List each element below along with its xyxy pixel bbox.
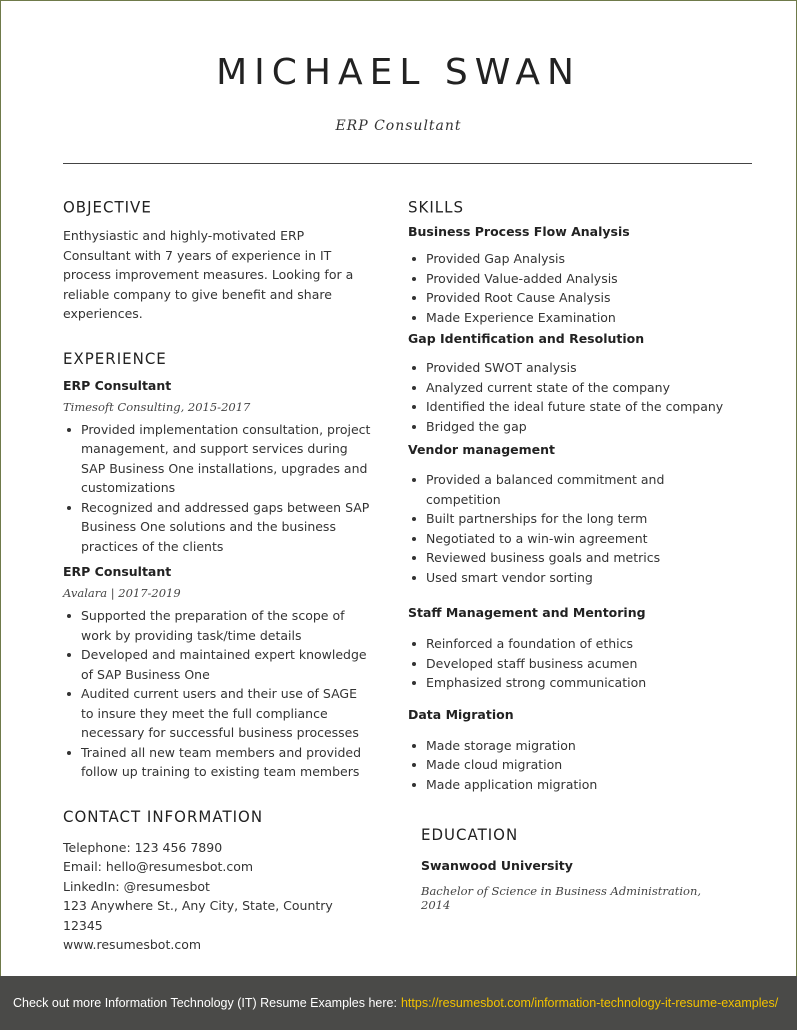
footer-link[interactable]: https://resumesbot.com/information-technology-it-resume-examples/ bbox=[400, 996, 779, 1010]
skill-list bbox=[408, 470, 728, 587]
list-item: Audited current users and their use of SAGE to insure they meet the full compliance necessary for successful business processes bbox=[63, 684, 373, 743]
list-item: Used smart vendor sorting bbox=[408, 568, 728, 588]
job-title: ERP Consultant bbox=[63, 377, 172, 393]
education-degree: Bachelor of Science in Business Administration, 2014 bbox=[421, 884, 702, 912]
contact-email: Email: hello@resumesbot.com bbox=[63, 859, 254, 874]
list-item: Supported the preparation of the scope of work by providing task/time details bbox=[63, 606, 373, 645]
skill-group-title: Staff Management and Mentoring bbox=[408, 605, 646, 620]
skills-section bbox=[408, 198, 728, 794]
right-column bbox=[408, 198, 728, 912]
job-entry bbox=[63, 564, 373, 782]
list-item: Recognized and addressed gaps between SAP Business One solutions and the business practices of the clients bbox=[63, 498, 373, 557]
candidate-role: ERP Consultant bbox=[335, 118, 462, 134]
experience-section bbox=[63, 350, 373, 782]
skill-group bbox=[408, 331, 728, 436]
list-item: Provided Root Cause Analysis bbox=[408, 288, 728, 308]
list-item: Made application migration bbox=[408, 775, 728, 795]
skill-group bbox=[408, 442, 728, 587]
job-entry bbox=[63, 378, 373, 557]
objective-text: Enthysiastic and highly-motivated ERP Consultant with 7 years of experience in IT process improvement measures. Looking for a reliable company to give benefit and share experiences. bbox=[63, 228, 354, 321]
list-item: Developed staff business acumen bbox=[408, 654, 728, 674]
list-item: Provided Gap Analysis bbox=[408, 249, 728, 269]
contact-lines bbox=[63, 838, 373, 955]
list-item: Analyzed current state of the company bbox=[408, 378, 728, 398]
candidate-name: MICHAEL SWAN bbox=[216, 52, 581, 93]
skills-heading: SKILLS bbox=[408, 197, 465, 217]
list-item: Emphasized strong communication bbox=[408, 673, 728, 693]
contact-website: www.resumesbot.com bbox=[63, 937, 202, 952]
skill-group bbox=[408, 224, 728, 327]
skill-group-title: Vendor management bbox=[408, 442, 556, 457]
list-item: Made Experience Examination bbox=[408, 308, 728, 328]
education-heading: EDUCATION bbox=[421, 825, 519, 845]
list-item: Made cloud migration bbox=[408, 755, 728, 775]
skill-group bbox=[408, 707, 728, 795]
list-item: Provided a balanced commitment and competition bbox=[408, 470, 728, 509]
experience-heading: EXPERIENCE bbox=[63, 349, 167, 368]
skill-group-title: Business Process Flow Analysis bbox=[408, 224, 630, 239]
skill-group bbox=[408, 605, 728, 693]
objective-section bbox=[63, 198, 373, 324]
list-item: Built partnerships for the long term bbox=[408, 509, 728, 529]
job-meta: Avalara | 2017-2019 bbox=[63, 586, 181, 600]
list-item: Provided SWOT analysis bbox=[408, 358, 728, 378]
list-item: Provided Value-added Analysis bbox=[408, 269, 728, 289]
education-section bbox=[421, 826, 728, 912]
left-column bbox=[63, 198, 373, 955]
contact-telephone: Telephone: 123 456 7890 bbox=[63, 839, 223, 855]
list-item: Identified the ideal future state of the company bbox=[408, 397, 728, 417]
contact-section bbox=[63, 808, 373, 955]
job-bullets bbox=[63, 420, 373, 557]
list-item: Reinforced a foundation of ethics bbox=[408, 634, 728, 654]
list-item: Made storage migration bbox=[408, 736, 728, 756]
contact-linkedin: LinkedIn: @resumesbot bbox=[63, 878, 210, 894]
contact-heading: CONTACT INFORMATION bbox=[63, 807, 264, 826]
footer-banner bbox=[0, 976, 797, 1030]
education-school: Swanwood University bbox=[421, 858, 573, 873]
skill-list bbox=[408, 634, 728, 693]
header-divider bbox=[63, 163, 752, 164]
contact-address: 123 Anywhere St., Any City, State, Country 12345 bbox=[63, 898, 333, 933]
footer-text: Check out more Information Technology (IT) Resume Examples here: bbox=[13, 996, 397, 1010]
job-meta: Timesoft Consulting, 2015-2017 bbox=[63, 399, 251, 414]
skill-list bbox=[408, 736, 728, 795]
objective-heading: OBJECTIVE bbox=[63, 197, 152, 217]
skill-list bbox=[408, 358, 728, 436]
skill-list bbox=[408, 249, 728, 327]
skill-group-title: Gap Identification and Resolution bbox=[408, 331, 645, 346]
job-bullets bbox=[63, 606, 373, 782]
list-item: Provided implementation consultation, project management, and support services during SAP Business One installations, upgrades and customizations bbox=[63, 420, 373, 498]
list-item: Bridged the gap bbox=[408, 417, 728, 437]
job-title: ERP Consultant bbox=[63, 564, 172, 579]
list-item: Trained all new team members and provided follow up training to existing team members bbox=[63, 743, 373, 782]
list-item: Reviewed business goals and metrics bbox=[408, 548, 728, 568]
list-item: Negotiated to a win-win agreement bbox=[408, 529, 728, 549]
list-item: Developed and maintained expert knowledge of SAP Business One bbox=[63, 645, 373, 684]
skill-group-title: Data Migration bbox=[408, 706, 514, 722]
